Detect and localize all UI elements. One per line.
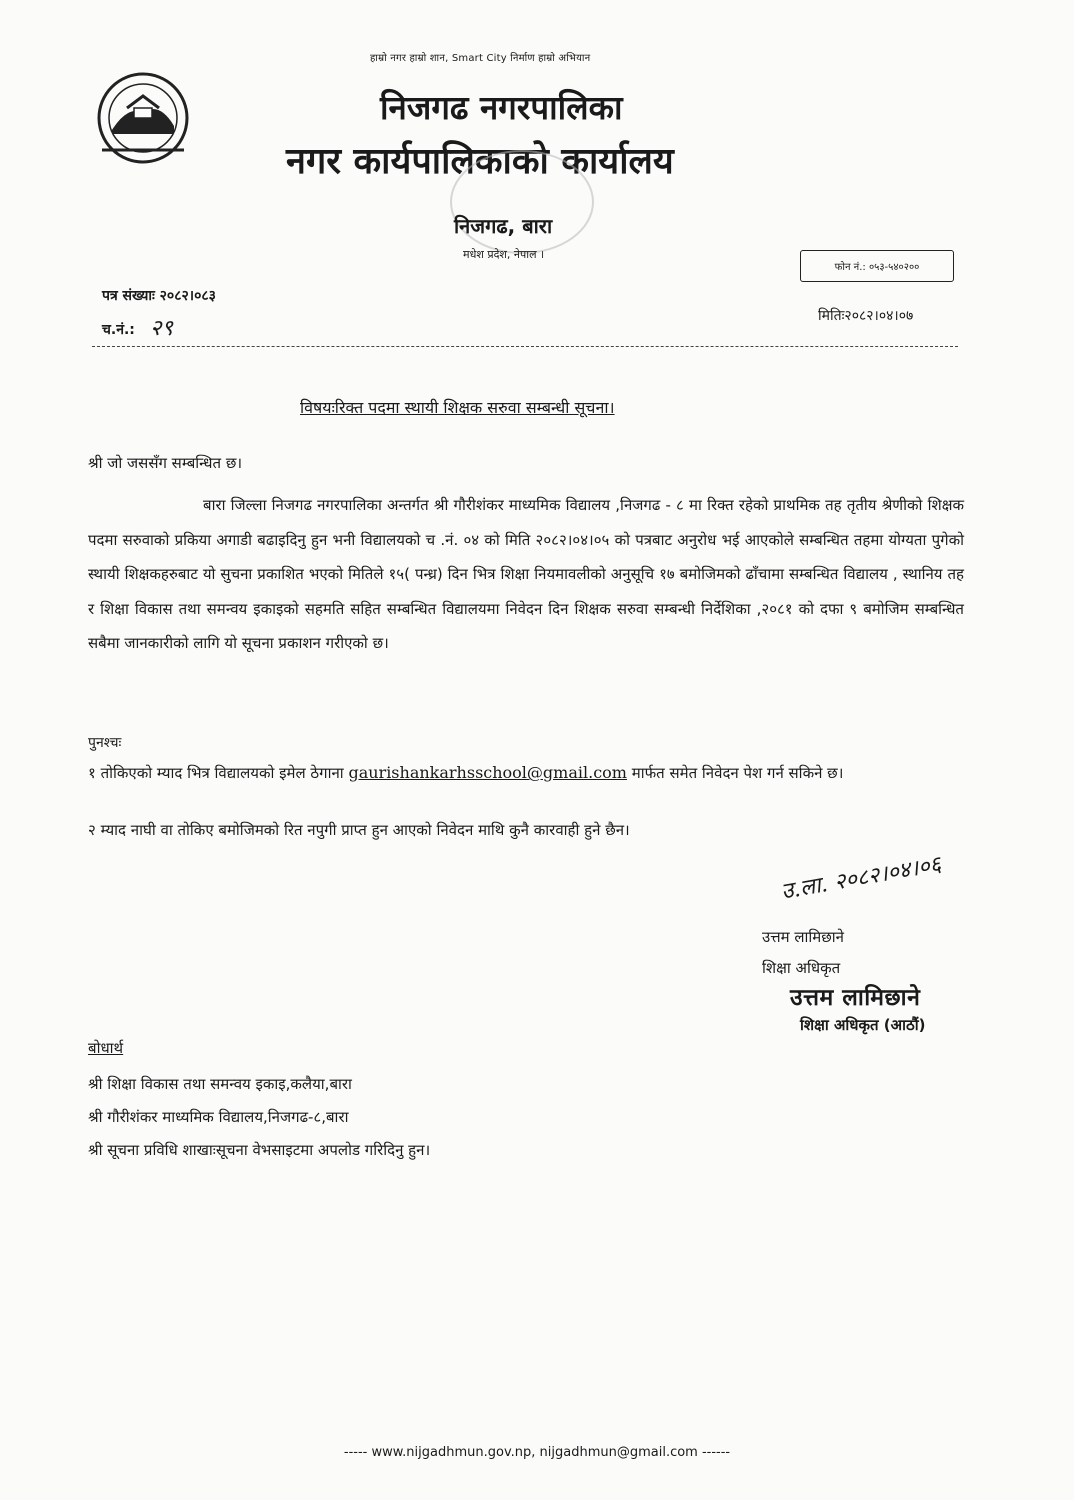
school-email-link[interactable]: gaurishankarhsschool@gmail.com: [348, 763, 627, 782]
cc-list: [88, 1068, 430, 1167]
header-divider: [92, 346, 958, 347]
cc-item: श्री शिक्षा विकास तथा समन्वय इकाइ,कलैया,बारा: [88, 1075, 352, 1093]
office-place: निजगढ, बारा: [454, 214, 553, 238]
reference-number: पत्र संख्याः २०८२।०८३: [102, 288, 216, 304]
postscript-item-1-tail: मार्फत समेत निवेदन पेश गर्न सकिने छ।: [626, 764, 844, 782]
handwritten-signature: उ.ला. २०८२।०४।०६: [779, 852, 944, 905]
signatory-title: शिक्षा अधिकृत: [762, 959, 841, 977]
salutation: श्री जो जससँग सम्बन्धित छ।: [88, 454, 243, 472]
postscript-item-1: [88, 757, 964, 789]
signature-stamp-title: शिक्षा अधिकृत (आठौं): [800, 1016, 926, 1034]
letter-date: मितिः२०८२।०४।०७: [818, 308, 914, 324]
org-name: निजगढ नगरपालिका: [380, 88, 623, 127]
body-paragraph: बारा जिल्ला निजगढ नगरपालिका अन्तर्गत श्री गौरीशंकर माध्यमिक विद्यालय ,निजगढ - ८ मा रिक्त रहेको प्राथमिक तह तृतीय श्रेणीको शिक्षक पदमा सरुवाको प्रकिया अगाडी बढाइदिनु हुन भनी विद्यालयको च .नं. ०४ को मिति २०८२।०४।०५ को पत्रबाट अनुरोध भई आएकोले सम्बन्धित तहमा योग्यता पुगेको स्थायी शिक्षकहरुबाट यो सुचना प्रकाशित भएको मितिले १५( पन्ध्र) दिन भित्र शिक्षा नियमावलीको अनुसूचि १७ बमोजिमको ढाँचामा सम्बन्धित विद्यालय , स्थानिय तह र शिक्षा विकास तथा समन्वय इकाइको सहमति सहित सम्बन्धित विद्यालयमा निवेदन दिन शिक्षक सरुवा सम्बन्धी निर्देशिका ,२०८१ को दफा ९ बमोजिम सम्बन्धित सबैमा जानकारीको लागि यो सूचना प्रकाशन गरीएको छ।: [88, 496, 964, 652]
dispatch-number-label: च.नं.:: [102, 322, 135, 338]
footer-contact: ----- www.nijgadhmun.gov.np, nijgadhmun@gmail.com ------: [343, 1445, 731, 1460]
signatory-name: उत्तम लामिछाने: [762, 928, 844, 946]
phone-number: फोन नं.: ०५३-५४०२००: [834, 262, 920, 273]
phone-box: [800, 250, 954, 282]
cc-item: श्री सूचना प्रविधि शाखाःसूचना वेभसाइटमा अपलोड गरिदिनु हुन।: [88, 1141, 431, 1159]
municipality-logo: [82, 68, 204, 168]
postscript-item-1-text: १ तोकिएको म्याद भित्र विद्यालयको इमेल ठेगाना: [88, 764, 349, 782]
office-name: नगर कार्यपालिकाको कार्यालय: [286, 141, 674, 182]
cc-heading: बोधार्थ: [88, 1039, 124, 1057]
letter-subject: विषयःरिक्त पदमा स्थायी शिक्षक सरुवा सम्बन्धी सूचना।: [300, 398, 615, 417]
dispatch-number-value: २९: [150, 316, 173, 341]
office-province: मधेश प्रदेश, नेपाल ।: [463, 248, 545, 261]
cc-item: श्री गौरीशंकर माध्यमिक विद्यालय,निजगढ-८,बारा: [88, 1108, 349, 1126]
letterhead-slogan: हाम्रो नगर हाम्रो शान, Smart City निर्माण हाम्रो अभियान: [370, 53, 591, 64]
signature-stamp-name: उत्तम लामिछाने: [790, 985, 921, 1011]
postscript-heading: पुनश्चः: [88, 735, 122, 751]
postscript-item-2: २ म्याद नाघी वा तोकिए बमोजिमको रित नपुगी प्राप्त हुन आएको निवेदन माथि कुनै कारवाही हुने छैन।: [88, 821, 630, 839]
